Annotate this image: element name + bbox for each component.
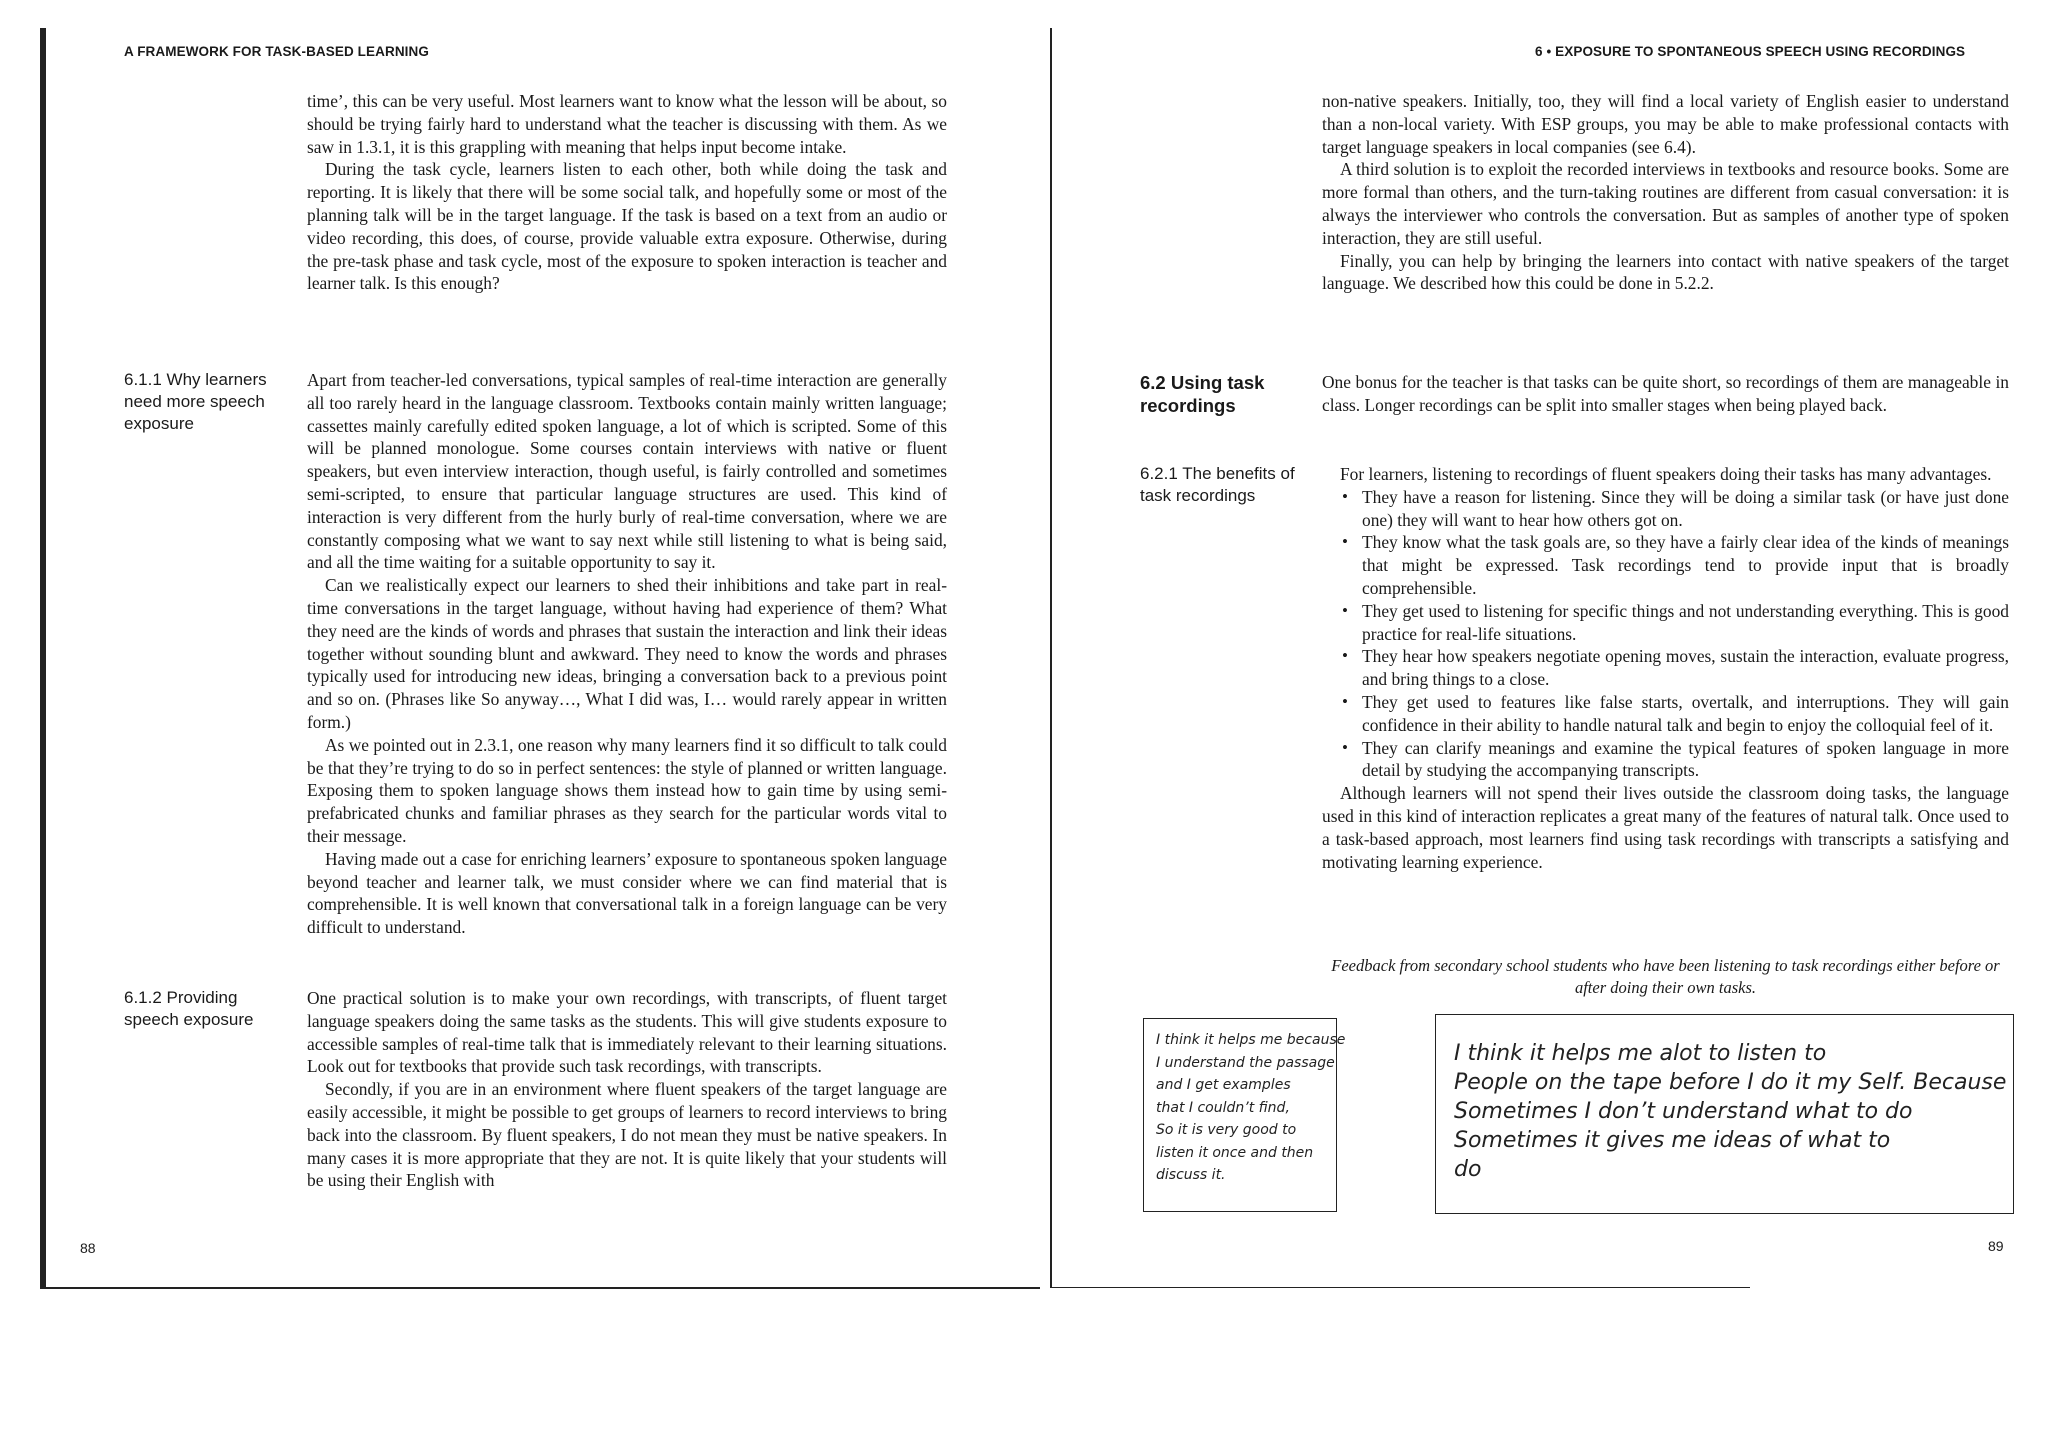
section-6-2-1-text [1322,463,2009,873]
list-item: • They hear how speakers negotiate opening moves, sustain the interaction, evaluate progress, and bring things to a close. [1342,646,2009,690]
student-note-small [1143,1018,1346,1212]
bullet-icon: • [1342,646,1348,666]
note-line: and I get examples [1156,1077,1291,1093]
list-item: • They have a reason for listening. Since they will be doing a similar task (or have just done one) they will want to hear how others got on. [1342,486,2009,530]
paragraph: Finally, you can help by bringing the learners into contact with native speakers of the target language. We described how this could be done in 5.2.2. [1322,250,2009,294]
section-6-1-2-text [307,987,947,1192]
paragraph: Having made out a case for enriching learners’ exposure to spontaneous spoken language beyond teacher and learner talk, we must consider where we can find material that is comprehensible. It is well known that conversational talk in a foreign language can be very difficult to understand. [307,848,947,938]
running-head: 6 • EXPOSURE TO SPONTANEOUS SPEECH USING RECORDINGS [1535,44,1966,59]
list-item: • They get used to features like false starts, overtalk, and interruptions. They will gain confidence in their ability to handle natural talk and begin to enjoy the colloquial feel of it. [1342,691,2009,735]
right-page-gutter-rule [1050,28,1052,1288]
paragraph: For learners, listening to recordings of fluent speakers doing their tasks has many advantages. [1340,464,1992,484]
bullet-icon: • [1342,600,1348,620]
paragraph: As we pointed out in 2.3.1, one reason why many learners find it so difficult to talk could be that they’re trying to do so in perfect sentences: the style of planned or written language. Exposing them to spoken language shows them instead how to gain time by using semi-prefabricated chunks and familiar phrases as they search for the particular words vital to their message. [307,734,947,846]
list-item: • They know what the task goals are, so they have a fairly clear idea of the kinds of meanings that might be expressed. Task recordings tend to provide input that is broadly comprehensible. [1342,532,2009,598]
intro-text [307,90,947,295]
right-page-bottom-rule [1050,1287,1750,1288]
note-line: Sometimes I don’t understand what to do [1454,1099,1913,1124]
paragraph: Can we realistically expect our learners to shed their inhibitions and take part in real-time conversations in the target language, without having had experience of them? What they need are the kinds of words and phrases that sustain the interaction and link their ideas together without sounding blunt and awkward. They need to know the words and phrases typically used for introducing new ideas, bringing a conversation back to a previous point and so on. (Phrases like So anyway…, What I did was, I… would rarely appear in written form.) [307,575,947,732]
note-line: I think it helps me alot to listen to [1454,1041,1827,1066]
paragraph: Apart from teacher-led conversations, typical samples of real-time interaction are generally all too rarely heard in the language classroom. Textbooks contain mainly written language; cassettes mainly carefully edited spoken language, a lot of which is scripted. Some of this will be planned monologue. Some courses contain interviews with native or fluent speakers, but even interview interaction, though useful, is fairly controlled and sometimes semi-scripted, to ensure that particular language structures are used. This kind of interaction is very different from the hurly burly of real-time conversation, where we are constantly composing what we want to say next while still listening to what is being said, and all the time waiting for a suitable opportunity to say it. [307,370,947,573]
paragraph: One practical solution is to make your own recordings, with transcripts, of fluent target language speakers doing the same tasks as the students. This will give students exposure to accessible samples of real-time talk that is immediately relevant to their learning situations. Look out for textbooks that provide such task recordings, with transcripts. [307,988,947,1077]
running-head: A FRAMEWORK FOR TASK-BASED LEARNING [124,44,429,59]
page-number: 88 [80,1240,96,1256]
list-item: • They can clarify meanings and examine the typical features of spoken language in more detail by studying the accompanying transcripts. [1342,737,2009,781]
paragraph: Although learners will not spend their lives outside the classroom doing tasks, the language used in this kind of interaction replicates a great many of the features of natural talk. Once used to a task-based approach, most learners find using task recordings with transcripts a satisfying and motivating learning experience. [1322,783,2009,872]
paragraph: non-native speakers. Initially, too, they will find a local variety of English easier to understand than a non-local variety. With ESP groups, you may be able to make professional contacts with target language speakers in local companies (see 6.4). [1322,91,2009,157]
paragraph: A third solution is to exploit the recorded interviews in textbooks and resource books. Some are more formal than others, and the turn-taking routines are different from casual conversation: it is always the interviewer who controls the conversation. But as samples of another type of spoken interaction, they are still useful. [1322,159,2009,248]
paragraph: Secondly, if you are in an environment where fluent speakers of the target language are easily accessible, it might be possible to get groups of learners to record interviews to bring back into the classroom. By fluent speakers, I do not mean they must be native speakers. In many cases it is more appropriate that they are not. It is quite likely that your students will be using their English with [307,1079,947,1191]
paragraph: During the task cycle, learners listen to each other, both while doing the task and reporting. It is likely that there will be some social talk, and hopefully some or most of the planning talk will be in the target language. If the task is based on a text from an audio or video recording, this does, of course, provide valuable extra exposure. Otherwise, during the pre-task phase and task cycle, most of the exposure to spoken interaction is teacher and learner talk. Is this enough? [307,159,947,294]
right-page [1050,0,2048,1300]
section-6-2-text [1322,371,2009,417]
benefits-list [1322,486,2009,782]
note-line: discuss it. [1156,1167,1226,1183]
note-line: do [1454,1157,1482,1182]
note-line: listen it once and then [1156,1144,1314,1161]
section-6-1-1-text [307,369,947,939]
note-line: So it is very good to [1156,1122,1297,1138]
section-heading-6-2-1: 6.2.1 The benefits of task recordings [1140,464,1295,505]
bullet-icon: • [1342,486,1348,506]
feedback-caption: Feedback from secondary school students who have been listening to task recordings either before or after doing their own tasks. [1331,956,2000,997]
paragraph: time’, this can be very useful. Most learners want to know what the lesson will be about, so should be trying fairly hard to understand what the teacher is discussing with them. As we saw in 1.3.1, it is this grappling with meaning that helps input become intake. [307,91,947,157]
page-number: 89 [1988,1238,2004,1254]
paragraph: One bonus for the teacher is that tasks can be quite short, so recordings of them are manageable in class. Longer recordings can be split into smaller stages when being played back. [1322,372,2009,415]
left-page [0,0,1050,1300]
note-line: People on the tape before I do it my Self. Because [1454,1070,2007,1095]
note-line: I think it helps me because [1156,1032,1346,1048]
note-line: that I couldn’t find, [1156,1099,1290,1116]
student-note-large [1435,1014,2014,1214]
note-line: Sometimes it gives me ideas of what to [1454,1128,1891,1153]
intro-text [1322,90,2009,295]
bullet-icon: • [1342,532,1348,552]
bullet-icon: • [1342,737,1348,757]
list-item: • They get used to listening for specific things and not understanding everything. This is good practice for real-life situations. [1342,600,2009,644]
section-heading-6-2: 6.2 Using task recordings [1140,372,1265,416]
section-heading-6-1-2: 6.1.2 Providing speech exposure [124,988,254,1029]
bullet-icon: • [1342,691,1348,711]
section-heading-6-1-1: 6.1.1 Why learners need more speech exposure [124,370,267,433]
note-line: I understand the passage [1156,1054,1335,1071]
left-page-bottom-rule [40,1287,1040,1289]
left-page-margin-rule [40,28,46,1288]
